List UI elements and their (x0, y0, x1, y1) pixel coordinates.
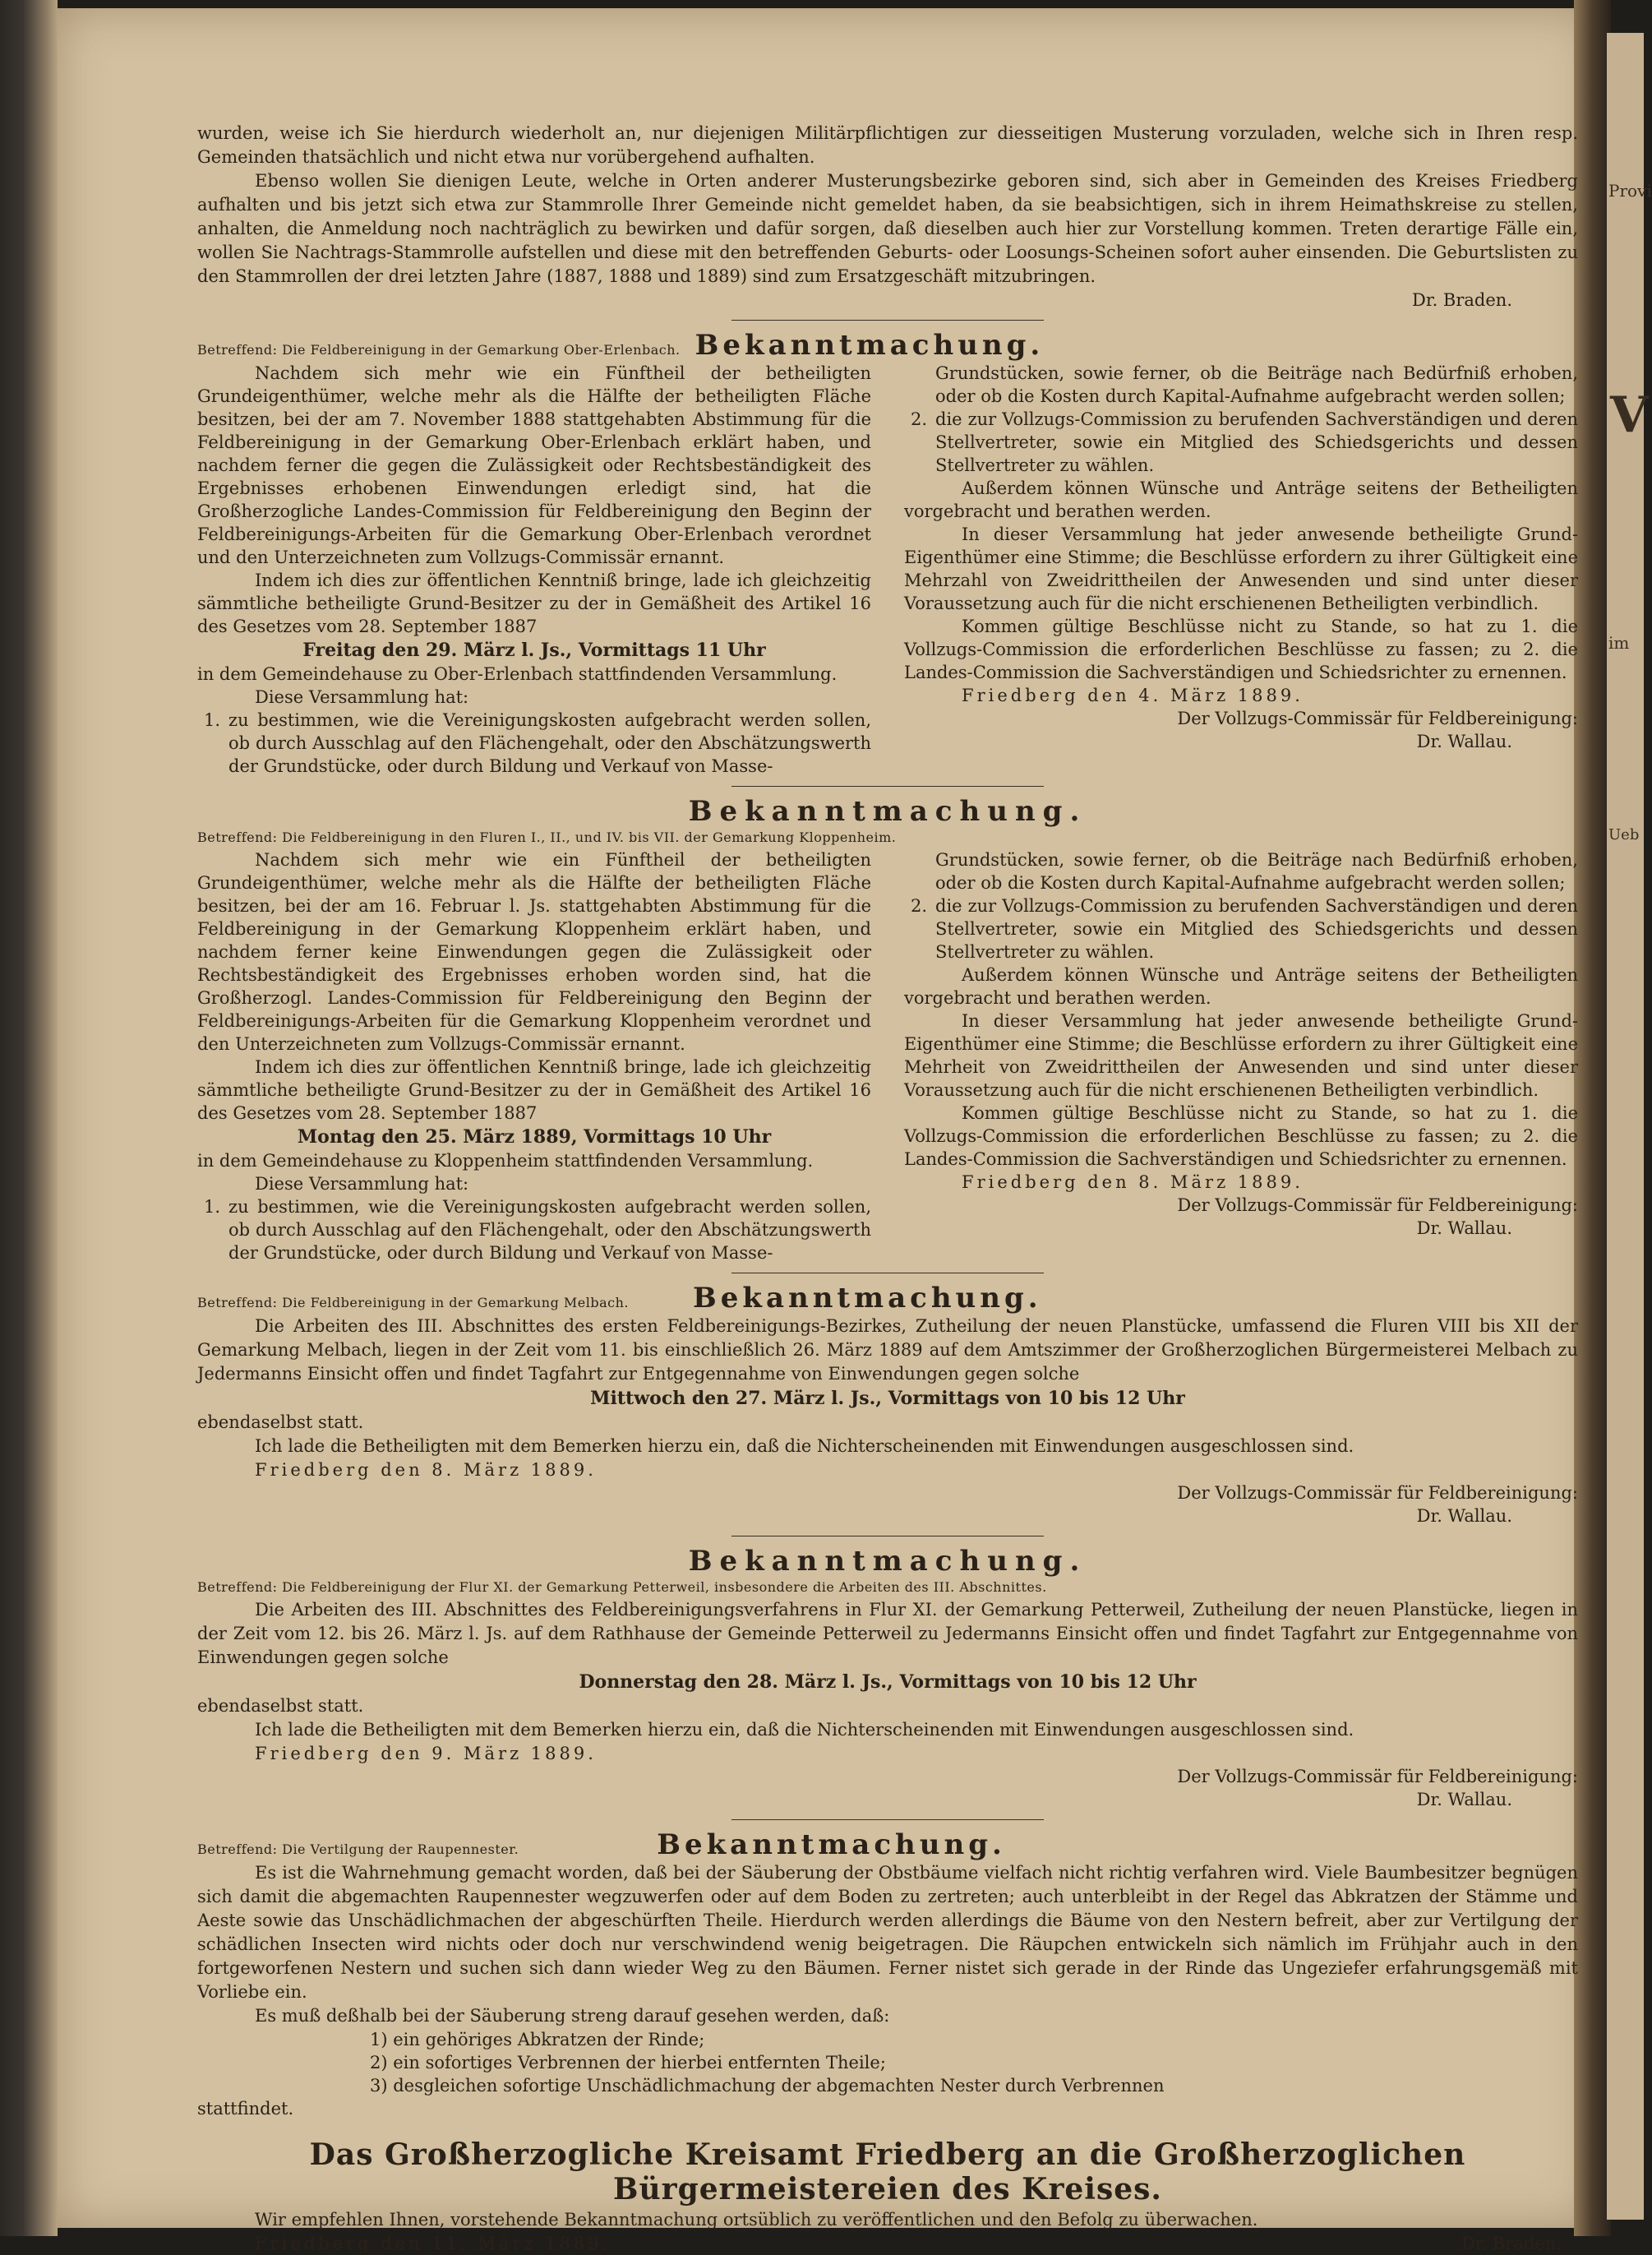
section-divider (731, 320, 1044, 321)
next-page-text-1: Provi (1608, 181, 1652, 201)
notice-date: Friedberg den 8. März 1889. (255, 1460, 597, 1480)
notice-paragraph: ebendaselbst statt. (197, 1696, 364, 1716)
book-edge-left (0, 0, 58, 2236)
notice-title: Bekanntmachung. (694, 329, 1045, 362)
agenda-item (197, 709, 871, 778)
notice-melbach (197, 1282, 1578, 1527)
next-page-text-2: V (1610, 386, 1649, 444)
notice-petterweil (197, 1545, 1578, 1811)
notice-title: Bekanntmachung. (657, 1828, 1006, 1861)
notice-paragraph: in dem Gemeindehause zu Kloppenheim stattfindenden Versammlung. (197, 1151, 814, 1171)
notice-raupennester (197, 1828, 1578, 2255)
agenda-text: zu bestimmen, wie die Vereinigungskosten aufgebracht werden sollen, ob durch Ausschlag auf den Flächengehalt, oder den Abschätzungswerth der Grundstücke, oder durch Bildung und Verkauf von Masse- (228, 1197, 871, 1263)
notice-signature-role: Der Vollzugs-Commissär für Feldbereinigung: (1177, 709, 1578, 728)
notice-paragraph: Es muß deßhalb bei der Säuberung streng darauf gesehen werden, daß: (255, 2006, 890, 2026)
agenda-item (904, 894, 1578, 963)
right-column (904, 362, 1578, 778)
agenda-number: 2. (910, 409, 927, 429)
notice-date: Friedberg den 11. März 1889. (255, 2234, 611, 2253)
notice-paragraph: Diese Versammlung hat: (255, 687, 469, 707)
notice-paragraph: Indem ich dies zur öffentlichen Kenntniß bringe, lade ich gleichzeitig sämmtliche betheiligte Grund-Besitzer zu der in Gemäßheit des Artikel 16 des Gesetzes vom 28. September 1887 (197, 571, 871, 636)
notice-paragraph: Es ist die Wahrnehmung gemacht worden, daß bei der Säuberung der Obstbäume vielfach nicht richtig verfahren wird. Viele Baumbesitzer begnügen sich damit die abgemachten Raupennester wegzuwerfen oder auf dem Boden zu zertreten; auch unterbleibt in der Regel das Abkratzen der Stämme und Aeste sowie das Unschädlichmachen der abgeschürften Theile. Hierdurch werden allerdings die Bäume von den Nestern befreit, aber zur Vertilgung der schädlichen Insecten wird nichts oder doch nur verschwindend wenig beigetragen. Die Räupchen entwickeln sich nämlich im Frühjahr auch in den fortgeworfenen Nestern und suchen sich dann wieder Weg zu den Bäumen. Ferner nistet sich gerade in der Rinde das Ungeziefer erfahrungsgemäß mit Vorliebe ein. (197, 1863, 1578, 2002)
agenda-number: 1. (203, 710, 220, 730)
notice-signature-name: Dr. Braden. (1461, 2234, 1562, 2253)
notice-signature-role: Der Vollzugs-Commissär für Feldbereinigung: (1177, 1195, 1578, 1215)
notice-paragraph: ebendaselbst statt. (197, 1412, 364, 1432)
notice-paragraph: Diese Versammlung hat: (255, 1174, 469, 1194)
agenda-item (197, 1195, 871, 1264)
notice-paragraph: Kommen gültige Beschlüsse nicht zu Stande, so hat zu 1. die Vollzugs-Commission die erforderlichen Beschlüsse zu fassen; zu 2. die Landes-Commission die Sachverständigen und Schiedsrichter zu ernennen. (904, 617, 1578, 682)
notice-paragraph: Grundstücken, sowie ferner, ob die Beiträge nach Bedürfniß erhoben, oder ob die Kosten durch Kapital-Aufnahme aufgebracht werden sollen; (935, 363, 1578, 406)
notice-signature-name: Dr. Wallau. (1416, 732, 1512, 751)
notice-paragraph: Nachdem sich mehr wie ein Fünftheil der betheiligten Grundeigenthümer, welche mehr als die Hälfte der betheiligten Fläche besitzen, bei der am 16. Februar l. Js. stattgehabten Abstimmung für die Feldbereinigung in der Gemarkung Kloppenheim erklärt haben, und nachdem ferner keine Einwendungen gegen die Zulässigkeit oder Rechtsbeständigkeit des Ergebnisses erhoben worden sind, hat die Großherzogl. Landes-Commission für Feldbereinigung den Beginn der Feldbereinigungs-Arbeiten für die Gemarkung Kloppenheim verordnet und den Unterzeichneten zum Vollzugs-Commissär ernannt. (197, 850, 871, 1054)
notice-paragraph: Außerdem können Wünsche und Anträge seitens der Betheiligten vorgebracht und berathen werden. (904, 478, 1578, 521)
agenda-number: 2. (910, 896, 927, 916)
notice-ober-erlenbach (197, 329, 1578, 778)
section-divider (731, 786, 1044, 787)
page-content (197, 122, 1578, 2255)
meeting-date: Freitag den 29. März l. Js., Vormittags 11 Uhr (302, 640, 766, 661)
agenda-text: zu bestimmen, wie die Vereinigungskosten aufgebracht werden sollen, ob durch Ausschlag auf den Flächengehalt, oder den Abschätzungswerth der Grundstücke, oder durch Bildung und Verkauf von Masse- (228, 710, 871, 776)
meeting-date: Montag den 25. März 1889, Vormittags 10 Uhr (297, 1126, 772, 1148)
intro-paragraph-1: wurden, weise ich Sie hierdurch wiederholt an, nur diejenigen Militärpflichtigen zur diesseitigen Musterung vorzuladen, welche sich in Ihren resp. Gemeinden thatsächlich und nicht etwa nur vorübergehend aufhalten. (197, 123, 1578, 167)
notice-reference: Betreffend: Die Feldbereinigung in der Gemarkung Ober-Erlenbach. (197, 342, 681, 358)
intro-signature: Dr. Braden. (1412, 290, 1512, 310)
next-page-text-3: im (1608, 633, 1630, 653)
notice-title: Bekanntmachung. (688, 795, 1087, 828)
measures-list (197, 2028, 1578, 2097)
notice-kloppenheim (197, 795, 1578, 1264)
list-item: 1) ein gehöriges Abkratzen der Rinde; (370, 2030, 705, 2049)
notice-paragraph: In dieser Versammlung hat jeder anwesende betheiligte Grund-Eigenthümer eine Stimme; die Beschlüsse erfordern zu ihrer Gültigkeit eine Mehrheit von Zweidrittheilen der Anwesenden und sind unter dieser Voraussetzung auch für die nicht erschienenen Betheiligten verbindlich. (904, 1011, 1578, 1100)
notice-title: Bekanntmachung. (693, 1282, 1042, 1315)
notice-paragraph: Indem ich dies zur öffentlichen Kenntniß bringe, lade ich gleichzeitig sämmtliche betheiligte Grund-Besitzer zu der in Gemäßheit des Artikel 16 des Gesetzes vom 28. September 1887 (197, 1057, 871, 1123)
notice-paragraph: Die Arbeiten des III. Abschnittes des ersten Feldbereinigungs-Bezirkes, Zutheilung der neuen Planstücke, umfassend die Fluren VIII bis XII der Gemarkung Melbach, liegen in der Zeit vom 11. bis einschließlich 26. März 1889 auf dem Amtszimmer der Großherzoglichen Bürgermeisterei Melbach zu Jedermanns Einsicht offen und findet Tagfahrt zur Entgegennahme von Einwendungen gegen solche (197, 1316, 1578, 1384)
notice-signature-role: Der Vollzugs-Commissär für Feldbereinigung: (1177, 1767, 1578, 1786)
notice-paragraph: Nachdem sich mehr wie ein Fünftheil der betheiligten Grundeigenthümer, welche mehr als die Hälfte der betheiligten Fläche besitzen, bei der am 7. November 1888 stattgehabten Abstimmung für die Feldbereinigung in der Gemarkung Ober-Erlenbach erklärt haben, und nachdem ferner die gegen die Zulässigkeit oder Rechtsbeständigkeit des Ergebnisses erhobenen Einwendungen erledigt sind, hat die Großherzogliche Landes-Commission für Feldbereinigung den Beginn der Feldbereinigungs-Arbeiten für die Gemarkung Ober-Erlenbach verordnet und den Unterzeichneten zum Vollzugs-Commissär ernannt. (197, 363, 871, 567)
notice-reference: Betreffend: Die Feldbereinigung in den Fluren I., II., und IV. bis VII. der Gemarkung Kloppenheim. (197, 829, 897, 845)
notice-paragraph: Außerdem können Wünsche und Anträge seitens der Betheiligten vorgebracht und berathen werden. (904, 965, 1578, 1008)
notice-paragraph: stattfindet. (197, 2099, 294, 2119)
notice-paragraph: Die Arbeiten des III. Abschnittes des Feldbereinigungsverfahrens in Flur XI. der Gemarkung Petterweil, Zutheilung der neuen Planstücke, liegen in der Zeit vom 12. bis 26. März l. Js. auf dem Rathhause der Gemeinde Petterweil zu Jedermanns Einsicht offen und findet Tagfahrt zur Entgegennahme von Einwendungen gegen solche (197, 1600, 1578, 1667)
notice-date: Friedberg den 8. März 1889. (962, 1172, 1304, 1192)
notice-paragraph: in dem Gemeindehause zu Ober-Erlenbach stattfindenden Versammlung. (197, 664, 838, 684)
agenda-item (904, 408, 1578, 477)
notice-paragraph: Wir empfehlen Ihnen, vorstehende Bekanntmachung ortsüblich zu veröffentlichen und den Befolg zu überwachen. (255, 2210, 1258, 2230)
list-item: 2) ein sofortiges Verbrennen der hierbei entfernten Theile; (370, 2053, 886, 2072)
meeting-date: Mittwoch den 27. März l. Js., Vormittags von 10 bis 12 Uhr (590, 1388, 1185, 1409)
notice-reference: Betreffend: Die Feldbereinigung in der Gemarkung Melbach. (197, 1295, 630, 1310)
notice-signature-role: Der Vollzugs-Commissär für Feldbereinigung: (1177, 1483, 1578, 1503)
list-item: 3) desgleichen sofortige Unschädlichmachung der abgemachten Nester durch Verbrennen (370, 2076, 1165, 2096)
meeting-date: Donnerstag den 28. März l. Js., Vormittags von 10 bis 12 Uhr (579, 1671, 1197, 1693)
section-divider (731, 1819, 1044, 1820)
kreisamt-heading: Das Großherzogliche Kreisamt Friedberg an die Großherzoglichen Bürgermeistereien des Kreises. (309, 2137, 1466, 2206)
notice-date: Friedberg den 4. März 1889. (962, 686, 1304, 705)
agenda-number: 1. (203, 1197, 220, 1217)
notice-reference: Betreffend: Die Feldbereinigung der Flur XI. der Gemarkung Petterweil, insbesondere die Arbeiten des III. Abschnittes. (197, 1579, 1047, 1595)
agenda-text: die zur Vollzugs-Commission zu berufenden Sachverständigen und deren Stellvertreter, sowie ein Mitglied des Schiedsgerichts und dessen Stellvertreter zu wählen. (935, 409, 1578, 475)
next-page-fragment (1607, 33, 1652, 2220)
notice-date: Friedberg den 9. März 1889. (255, 1744, 597, 1763)
notice-paragraph: In dieser Versammlung hat jeder anwesende betheiligte Grund-Eigenthümer eine Stimme; die Beschlüsse erfordern zu ihrer Gültigkeit eine Mehrzahl von Zweidrittheilen der Anwesenden und sind unter dieser Voraussetzung auch für die nicht erschienenen Betheiligten verbindlich. (904, 524, 1578, 613)
right-column (904, 848, 1578, 1264)
notice-signature-name: Dr. Wallau. (1416, 1218, 1512, 1238)
next-page-text-4: Ueb (1608, 826, 1640, 843)
intro-paragraph-2: Ebenso wollen Sie dienigen Leute, welche in Orten anderer Musterungsbezirke geboren sind, sich aber in Gemeinden des Kreises Friedberg aufhalten und bis jetzt sich etwa zur Stammrolle Ihrer Gemeinde nicht gemeldet haben, da sie beabsichtigen, sich in ihrem Heimathskreise zu stellen, anhalten, die Anmeldung noch nachträglich zu bewirken und dafür sorgen, daß dieselben auch hier zur Vorstellung kommen. Treten derartige Fälle ein, wollen Sie Nachtrags-Stammrolle aufstellen und diese mit den betreffenden Geburts- oder Loosungs-Scheinen sofort auher einsenden. Die Geburtslisten zu den Stammrollen der drei letzten Jahre (1887, 1888 und 1889) sind zum Ersatzgeschäft mitzubringen. (197, 171, 1578, 286)
notice-paragraph: Ich lade die Betheiligten mit dem Bemerken hierzu ein, daß die Nichterscheinenden mit Einwendungen ausgeschlossen sind. (255, 1720, 1354, 1740)
notice-paragraph: Ich lade die Betheiligten mit dem Bemerken hierzu ein, daß die Nichterscheinenden mit Einwendungen ausgeschlossen sind. (255, 1436, 1354, 1456)
left-column (197, 362, 871, 778)
book-gutter (1574, 0, 1611, 2236)
agenda-text: die zur Vollzugs-Commission zu berufenden Sachverständigen und deren Stellvertreter, sowie ein Mitglied des Schiedsgerichts und dessen Stellvertreter zu wählen. (935, 896, 1578, 962)
notice-title: Bekanntmachung. (688, 1545, 1087, 1578)
notice-reference: Betreffend: Die Vertilgung der Raupennester. (197, 1841, 519, 1857)
notice-paragraph: Grundstücken, sowie ferner, ob die Beiträge nach Bedürfniß erhoben, oder ob die Kosten durch Kapital-Aufnahme aufgebracht werden sollen; (935, 850, 1578, 893)
notice-signature-name: Dr. Wallau. (1416, 1790, 1512, 1809)
notice-paragraph: Kommen gültige Beschlüsse nicht zu Stande, so hat zu 1. die Vollzugs-Commission die erforderlichen Beschlüsse zu fassen; zu 2. die Landes-Commission die Sachverständigen und Schiedsrichter zu ernennen. (904, 1103, 1578, 1169)
notice-signature-name: Dr. Wallau. (1416, 1506, 1512, 1526)
left-column (197, 848, 871, 1264)
